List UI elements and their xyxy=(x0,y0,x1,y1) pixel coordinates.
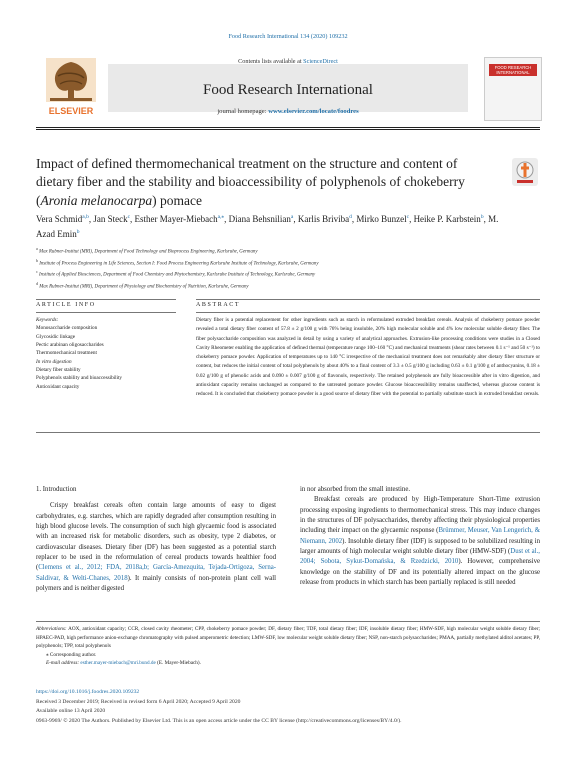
author-separator: , xyxy=(409,214,414,224)
affiliation-item xyxy=(36,268,540,280)
p1-reference-link[interactable]: Clemens et al., 2012; FDA, 2018a,b; García-Amezquita, Tejada-Ortigoza, Serna-Saldivar, & Welti-Chanes, 2018 xyxy=(36,564,276,582)
author-name[interactable]: Esther Mayer-Miebach xyxy=(134,214,218,224)
abbreviations-footnote xyxy=(36,625,540,651)
author-name[interactable]: Jan Steck xyxy=(93,214,128,224)
affiliation-marker: a xyxy=(36,246,38,251)
author-name[interactable]: Heike P. Karbstein xyxy=(413,214,481,224)
author-separator: , xyxy=(483,214,489,224)
keywords-label: Keywords: xyxy=(36,317,59,323)
author-separator: , xyxy=(88,214,94,224)
affiliation-marker: d xyxy=(36,281,38,287)
author-name[interactable]: Diana Behsnilian xyxy=(228,214,291,224)
p2-text-b: ). Insoluble dietary fiber (IDF) is supposed to be solubilized resulting in larger amounts of high molecular weight soluble dietary fiber (HMW-SDF) ( xyxy=(300,537,540,555)
author-separator: , xyxy=(224,214,229,224)
keyword-item: In vitro digestion xyxy=(36,358,72,365)
intro-paragraph-2 xyxy=(300,495,540,588)
title-species: Aronia melanocarpa xyxy=(40,192,153,208)
author-affiliation-marker[interactable]: d xyxy=(349,214,352,220)
license-text: 0963-9969/ © 2020 The Authors. Published by Elsevier Ltd. This is an open access article under the CC BY license (http://creativecommons.org/licenses/BY/4.0/). xyxy=(36,717,402,724)
elsevier-wordmark: ELSEVIER xyxy=(48,106,94,116)
author-affiliation-marker[interactable]: c xyxy=(127,214,131,220)
p2-text-a: Breakfast cereals are produced by High-Temperature Short-Time extrusion processing exposing ingredients to thermomechanical stress. This may induce changes in the structures of DF polysaccharides, thereby affecting their physiological properties including their impact on the glycaemic response ( xyxy=(300,496,540,535)
author-separator: , xyxy=(351,214,357,224)
body-left-column xyxy=(36,485,276,594)
journal-name: Food Research International xyxy=(203,82,373,98)
keywords-list xyxy=(36,324,176,391)
author-name[interactable]: Vera Schmid xyxy=(36,214,83,224)
header-rule xyxy=(36,127,540,128)
keyword-item: Antioxidant capacity xyxy=(36,383,80,390)
homepage-prefix: journal homepage: xyxy=(217,108,269,115)
affiliation-text: Institute of Applied Biosciences, Department of Food Chemistry and Phytochemistry, Karlsruhe Institute of Technology, Karlsruhe, Germany xyxy=(37,273,316,278)
footnotes xyxy=(36,625,540,668)
title-part-1: Impact of defined thermomechanical treatment on the structure and content of dietary fiber and the stability and bioaccessibility of polyphenols of chokeberry ( xyxy=(36,156,465,208)
crossmark-icon[interactable] xyxy=(512,158,538,186)
article-title xyxy=(36,155,496,210)
affiliation-text: Institute of Process Engineering in Life Sciences, Section I: Food Process Engineering Karlsruhe Institute of Technology, Karlsruhe, Germany xyxy=(38,261,319,267)
introduction-heading: 1. Introduction xyxy=(36,486,77,493)
keywords-box xyxy=(36,316,176,391)
article-info-rule-2 xyxy=(36,312,176,313)
author-name[interactable]: Karlis Briviba xyxy=(297,214,350,224)
keyword-item: Dietary fiber stability xyxy=(36,366,81,373)
keyword-item: Monosaccharide composition xyxy=(36,325,98,332)
affiliation-text: Max Rubner-Institut (MRI), Department of Food Technology and Bioprocess Engineering, Karlsruhe, Germany xyxy=(37,249,258,255)
author-affiliation-marker[interactable]: b xyxy=(76,228,80,235)
affiliation-marker: b xyxy=(36,257,38,263)
keyword-item: Glycosidic linkage xyxy=(36,333,76,340)
homepage-link[interactable]: www.elsevier.com/locate/foodres xyxy=(268,108,359,115)
p1-text: Crispy breakfast cereals often contain large amounts of easy to digest carbohydrates, e.g. starches, which are rapidly degraded after consumption resulting in high blood glucose levels. The consumption of such high glycaemic food is associated with an increased risk for metabolic disorders, such as obesity, type 2 diabetes, or cardiovascular diseases. Dietary fiber (DF) has been suggested as a potential starch replacer to be used in the reformulation of cereal products towards healthier food ( xyxy=(36,502,276,572)
affiliation-item xyxy=(36,257,540,269)
affiliation-item xyxy=(36,280,540,292)
header-rule-2 xyxy=(36,129,540,130)
sciencedirect-link[interactable]: ScienceDirect xyxy=(303,58,338,65)
author-separator: , xyxy=(130,214,135,224)
abbreviations-label: Abbreviations: xyxy=(36,626,67,632)
author-affiliation-marker[interactable]: b xyxy=(480,214,484,220)
abstract-rule-2 xyxy=(196,312,540,313)
abstract-text: Dietary fiber is a potential replacement for other ingredients such as starch in reformulated extruded breakfast cereals. Analysis of chokeberry pomace powder revealed a total dietary fiber content of 57.8 ± 2 g/100 g with 76% being insoluble, 20% high molecular soluble and 4% low molecular soluble dietary fiber. The fiber polysaccharide composition was analyzed in detail by using a variety of analytical approaches. Extrusion-like processing conditions were studies in a Closed Cavity Rheometer enabling the application of defined thermal (temperature range 100–160 °C) and mechanical treatments (shear rates between 0.1 s⁻¹ and 50 s⁻¹) to chokeberry pomace powder. Application of temperatures up to 140 °C irrespective of the mechanical treatment does not remarkably alter dietary fiber structure or content, but reduces the initial content of total polyphenols by about 40% to a final content of 3.3 ± 0.5 g/100 g including 0.63 ± 0.1 g/100 g of anthocyanins, 0.18 ± 0.02 g/100 g of phenolic acids and 0.090 ± 0.007 g/100 g of flavonols, respectively. The retained polyphenols are fully bioaccessible after in vitro digestion, and antioxidant capacity remains unchanged as compared to the untreated pomace powder. Glucose bioaccessibility remains unaffected, whereas glucose content is reduced. It is concluded that chokeberry pomace powder is a good source of dietary fiber with the potential to partially substitute starch in extruded breakfast cereals. xyxy=(196,317,540,397)
journal-cover[interactable] xyxy=(484,57,542,121)
footnote-rule xyxy=(36,621,540,622)
author-affiliation-marker[interactable]: a,⁎ xyxy=(217,214,225,220)
affiliation-text: Max Rubner-Institut (MRI), Department of Physiology and Biochemistry of Nutrition, Karlsruhe, Germany xyxy=(38,284,249,290)
corresponding-author: ⁎ Corresponding author. xyxy=(46,651,97,658)
contents-line xyxy=(36,58,540,65)
article-info-rule xyxy=(36,299,176,300)
author-affiliation-marker[interactable]: a xyxy=(290,214,294,220)
keyword-item: Polyphenols stability and bioaccessibility xyxy=(36,375,123,382)
email-suffix: (E. Mayer-Miebach). xyxy=(155,660,201,667)
affiliation-marker: c xyxy=(36,269,38,275)
email-link[interactable]: esther.mayer-miebach@mri.bund.de xyxy=(80,660,156,667)
title-part-2: ) pomace xyxy=(152,192,202,208)
affiliation-item xyxy=(36,245,540,257)
intro-paragraph-1 xyxy=(36,501,276,594)
author-affiliation-marker[interactable]: c xyxy=(406,214,410,220)
available-online: Available online 13 April 2020 xyxy=(36,708,106,714)
abbreviations-text: AOX, antioxidant capacity; CCR, closed cavity rheometer; CPP, chokeberry pomace powder; DF, dietary fiber; TDF, total dietary fiber; IDF, insoluble dietary fiber; HMW-SDF, high molecular weight soluble dietary fiber; HPAEC-PAD, high performance anion-exchange chromatography with pulsed amperometric detection; LMW-SDF, low molecular weight soluble dietary fiber; NSP, non-starch polysaccharides; PMAA, partially methylated alditol acetates; PP, polyphenols; TPP, total polyphenols xyxy=(36,626,540,650)
author-name[interactable]: M. Azad Emin xyxy=(36,214,499,239)
body-right-column xyxy=(300,485,540,588)
publication-info xyxy=(36,688,540,726)
abstract-heading: ABSTRACT xyxy=(196,302,241,308)
p1-end: ). It mainly consists of non-protein plant cell wall polymers and is neither digested xyxy=(36,574,276,592)
cover-title: FOOD RESEARCH INTERNATIONAL xyxy=(494,65,532,76)
email-label: E-mail address: xyxy=(46,660,80,667)
abstract-end-rule xyxy=(36,432,540,433)
author-affiliation-marker[interactable]: a,b xyxy=(82,214,89,220)
doi-link[interactable]: https://doi.org/10.1016/j.foodres.2020.109232 xyxy=(36,689,140,695)
contents-prefix: Contents lists available at xyxy=(238,58,304,65)
intro-paragraph-1-continued: in nor absorbed from the small intestine. xyxy=(300,486,411,493)
keyword-item: Thermomechanical treatment xyxy=(36,350,97,357)
received-dates: Received 3 December 2019; Received in revised form 6 April 2020; Accepted 9 April 2020 xyxy=(36,698,241,705)
p2-reference-link-2[interactable]: Dust et al., 2004; Sobota, Sykut-Domańska, & Rzedzicki, 2010 xyxy=(300,547,540,566)
affiliation-list xyxy=(36,245,540,292)
email-footnote xyxy=(36,659,540,668)
author-name[interactable]: Mirko Bunzel xyxy=(356,214,407,224)
author-list xyxy=(36,212,506,242)
p2-reference-link-1[interactable]: Brümmer, Meuser, Van Lengerich, & Niemann, 2002 xyxy=(300,527,540,545)
keyword-item: Pectic arabinan oligosaccharides xyxy=(36,341,104,348)
journal-citation[interactable]: Food Research International 134 (2020) 109232 xyxy=(228,33,348,40)
p2-text-c: ). However, comprehensive knowledge on the stability of DF and its potentially altered impact on the glucose release from products in which starch has been partially replaced is still needed xyxy=(300,558,540,586)
article-info-heading: ARTICLE INFO xyxy=(36,302,96,308)
author-separator: , xyxy=(293,214,298,224)
abstract-rule xyxy=(196,299,540,300)
